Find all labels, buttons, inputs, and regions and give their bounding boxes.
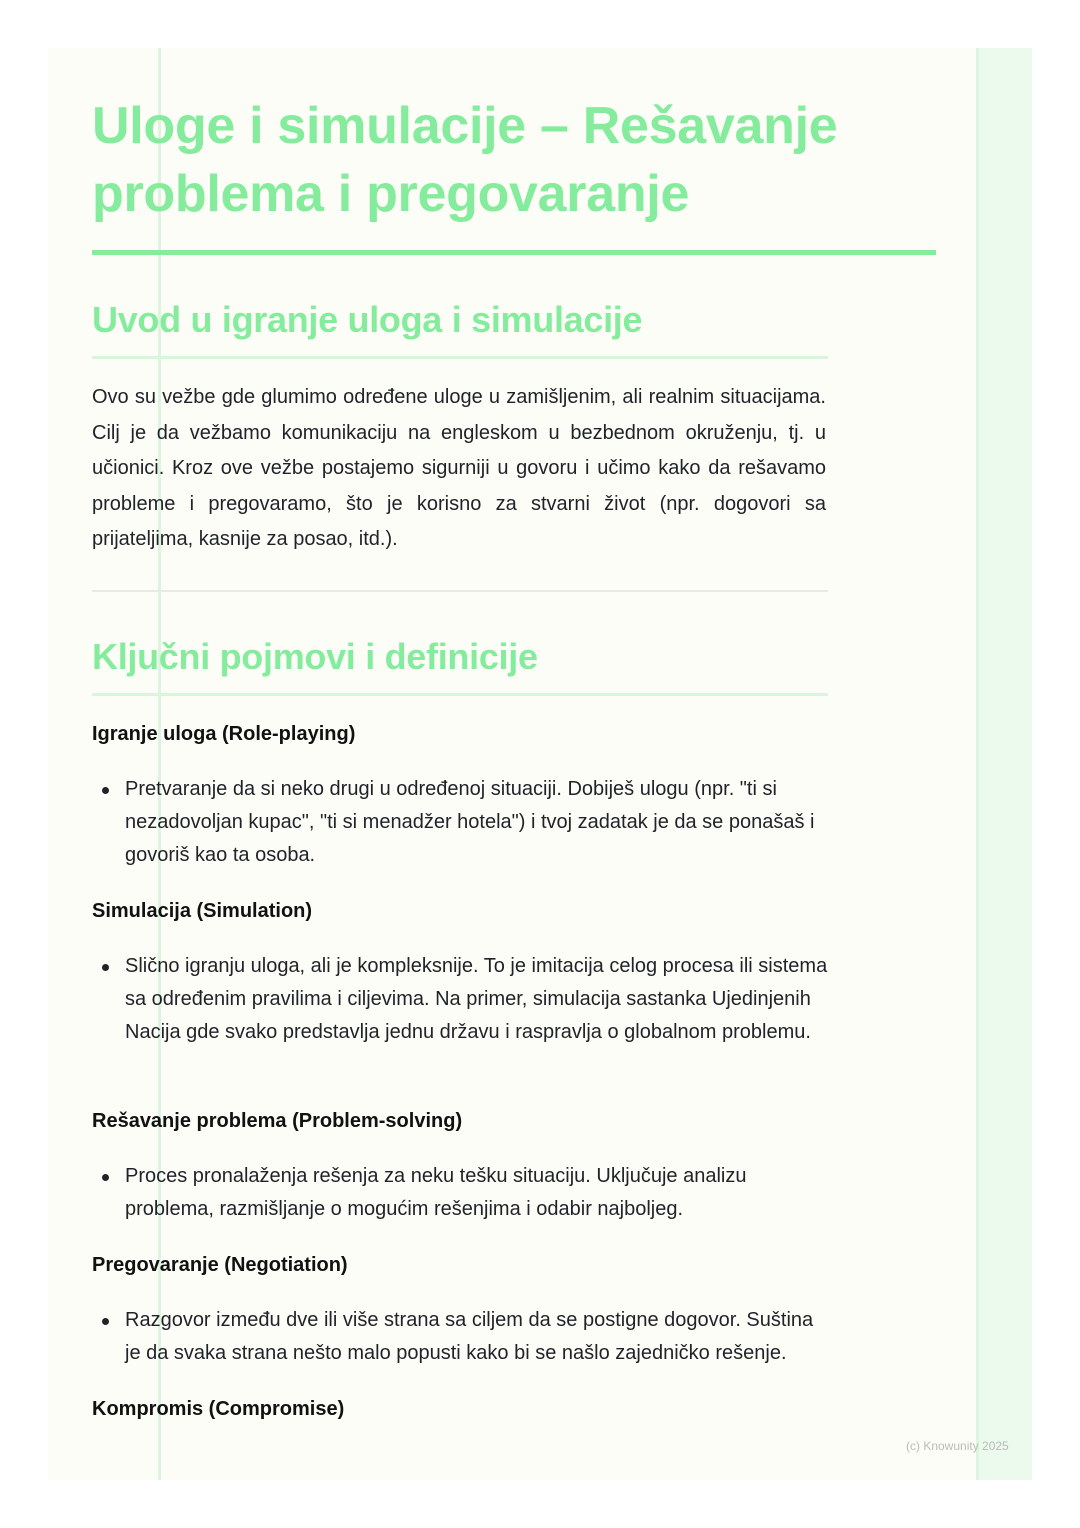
term-definition-simulation: Slično igranju uloga, ali je kompleksnije. To je imitacija celog procesa ili sistema sa određenim pravilima i ciljevima. Na primer, simulacija sastanka Ujedinjenih Nacija gde svako predstavlja jednu državu i raspravlja o globalnom problemu. — [125, 955, 828, 1043]
bullet-icon — [102, 964, 109, 971]
intro-paragraph: Ovo su vežbe gde glumimo određene uloge u zamišljenim, ali realnim situacijama. Cilj je da vežbamo komunikaciju na engleskom u bezbednom okruženju, tj. u učionici. Kroz ove vežbe postajemo sigurniji u govoru i učimo kako da rešavamo probleme i pregovaramo, što je korisno za stvarni život (npr. dogovori sa prijateljima, kasnije za posao, itd.). — [92, 386, 826, 550]
section-underline-intro — [92, 356, 828, 359]
term-heading-negotiation: Pregovaranje (Negotiation) — [92, 1254, 348, 1276]
term-heading-compromise: Kompromis (Compromise) — [92, 1398, 345, 1420]
section-divider — [92, 590, 828, 592]
list-item — [92, 950, 832, 1049]
term-definition-role-playing: Pretvaranje da si neko drugi u određenoj situaciji. Dobiješ ulogu (npr. "ti si nezadovoljan kupac", "ti si menadžer hotela") i tvoj zadatak je da se ponašaš i govoriš kao ta osoba. — [125, 778, 815, 866]
term-definition-problem-solving: Proces pronalaženja rešenja za neku tešku situaciju. Uključuje analizu problema, razmišljanje o mogućim rešenjima i odabir najboljeg. — [125, 1165, 747, 1220]
term-definition-list-role-playing — [92, 773, 832, 872]
section-underline-key-terms — [92, 693, 828, 696]
list-item — [92, 1304, 832, 1370]
list-item — [92, 1160, 832, 1226]
list-item — [92, 773, 832, 872]
bullet-icon — [102, 787, 109, 794]
right-margin-strip — [976, 48, 1032, 1480]
term-definition-list-negotiation — [92, 1304, 832, 1370]
term-heading-role-playing: Igranje uloga (Role-playing) — [92, 723, 356, 745]
bullet-icon — [102, 1174, 109, 1181]
document-page — [48, 48, 1032, 1480]
term-definition-list-simulation — [92, 950, 832, 1049]
term-heading-simulation: Simulacija (Simulation) — [92, 900, 313, 922]
term-definition-list-problem-solving — [92, 1160, 832, 1226]
term-definition-negotiation: Razgovor između dve ili više strana sa ciljem da se postigne dogovor. Suština je da svaka strana nešto malo popusti kako bi se našlo zajedničko rešenje. — [125, 1309, 814, 1364]
copyright-notice: (c) Knowunity 2025 — [906, 1439, 1009, 1453]
bullet-icon — [102, 1318, 109, 1325]
section-heading-key-terms: Ključni pojmovi i definicije — [92, 636, 538, 677]
section-heading-intro: Uvod u igranje uloga i simulacije — [92, 299, 643, 340]
page-title: Uloge i simulacije – Rešavanje problema i pregovaranje — [92, 97, 838, 223]
title-underline — [92, 250, 936, 255]
term-heading-problem-solving: Rešavanje problema (Problem-solving) — [92, 1110, 463, 1132]
